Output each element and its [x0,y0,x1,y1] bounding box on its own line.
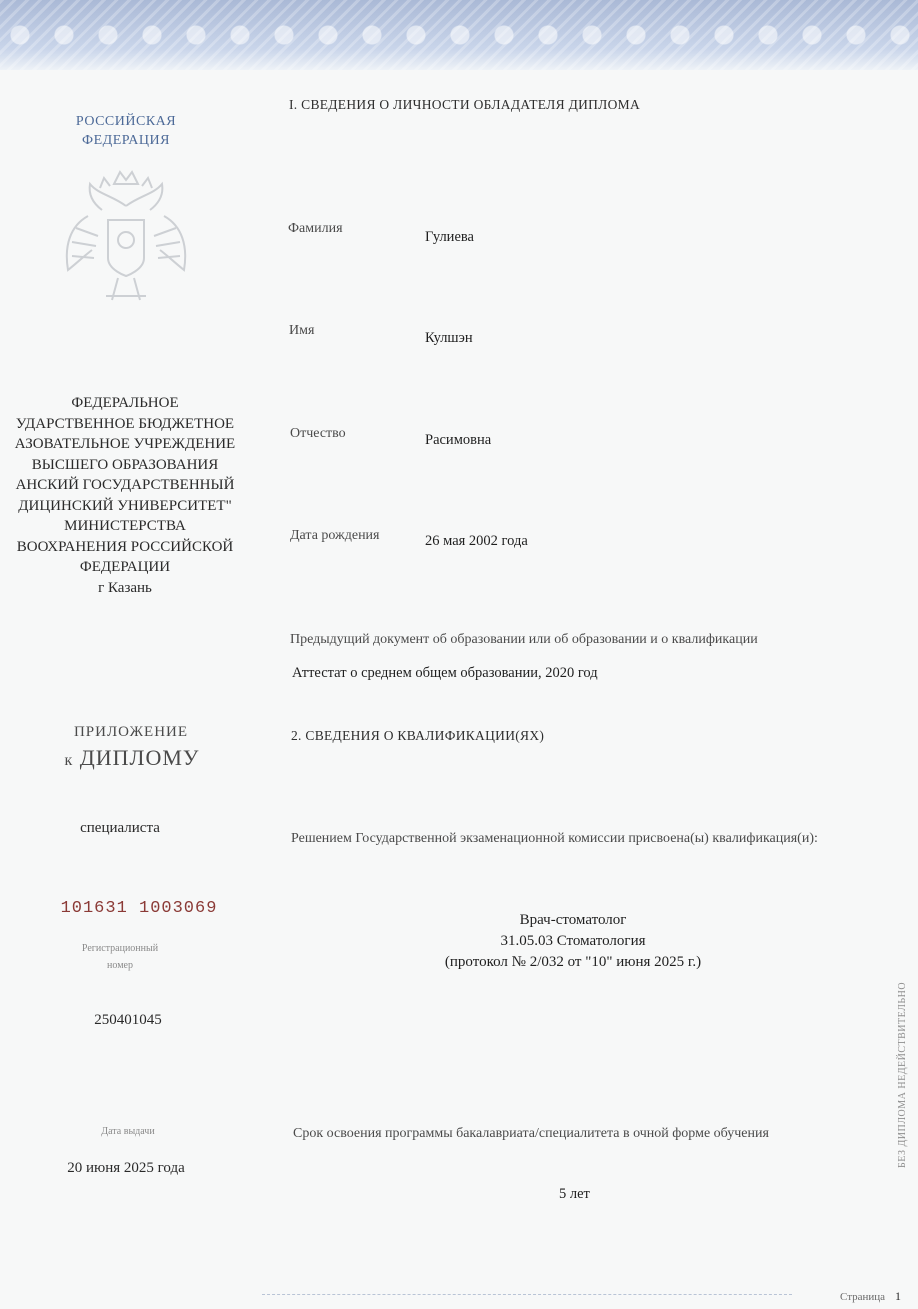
institution-name: ФЕДЕРАЛЬНОЕ УДАРСТВЕННОЕ БЮДЖЕТНОЕ АЗОВАТЕЛЬНОЕ УЧРЕЖДЕНИЕ ВЫСШЕГО ОБРАЗОВАНИЯ АНСКИЙ ГОСУДАРСТВЕННЫЙ ДИЦИНСКИЙ УНИВЕРСИТЕТ" МИНИСТЕРСТВА ВООХРАНЕНИЯ РОССИЙСКОЙ ФЕДЕРАЦИИ г Казань [14,395,236,596]
name-value: Кулшэн [425,330,473,346]
country-line-1: РОССИЙСКАЯ [75,114,177,129]
qualification-title: Врач-стоматолог [519,912,627,928]
page-label: Страница [840,1291,886,1303]
registration-number: 250401045 [94,1012,162,1028]
education-level: специалиста [80,820,160,836]
previous-document-value: Аттестат о среднем общем образовании, 2020 год [292,665,598,681]
page-number: 1 [895,1289,901,1303]
surname-label: Фамилия [288,221,343,236]
previous-document-label: Предыдущий документ об образовании или об образовании и о квалификации [290,632,758,647]
section2-heading: 2. СВЕДЕНИЯ О КВАЛИФИКАЦИИ(ЯХ) [291,728,545,743]
patronymic-value: Расимовна [425,432,492,448]
birth-date-label: Дата рождения [290,528,380,543]
left-column [0,0,260,1309]
section1-heading: I. СВЕДЕНИЯ О ЛИЧНОСТИ ОБЛАДАТЕЛЯ ДИПЛОМА [289,97,641,112]
appendix-word: ДИПЛОМУ [79,745,200,770]
appendix-subtitle [0,745,264,771]
country-name [0,112,252,150]
protocol-reference: (протокол № 2/032 от "10" июня 2025 г.) [444,954,702,970]
patronymic-label: Отчество [290,426,346,441]
registration-number-label [0,940,240,974]
double-headed-eagle-icon [58,166,194,310]
surname-value: Гулиева [425,229,474,245]
reg-label-line-2: номер [107,960,133,971]
name-label: Имя [289,323,315,338]
issue-date: 20 июня 2025 года [67,1160,185,1176]
issue-date-label: Дата выдачи [101,1126,155,1137]
study-term-value: 5 лет [559,1186,590,1202]
footer-divider [262,1294,792,1295]
qualification-block [363,910,783,973]
birth-date-value: 26 мая 2002 года [425,533,528,549]
specialty-code: 31.05.03 Стоматология [500,933,646,949]
serial-number: 101631 1003069 [60,899,218,918]
validity-note-vertical: БЕЗ ДИПЛОМА НЕДЕЙСТВИТЕЛЬНО [897,981,908,1168]
reg-label-line-1: Регистрационный [81,943,159,954]
appendix-prefix: к [64,752,74,769]
qualification-decision-text: Решением Государственной экзаменационной комиссии присвоена(ы) квалификация(и): [291,831,818,846]
appendix-title: ПРИЛОЖЕНИЕ [73,724,189,740]
country-line-2: ФЕДЕРАЦИЯ [82,133,170,148]
study-term-label: Срок освоения программы бакалавриата/специалитета в очной форме обучения [293,1126,769,1141]
